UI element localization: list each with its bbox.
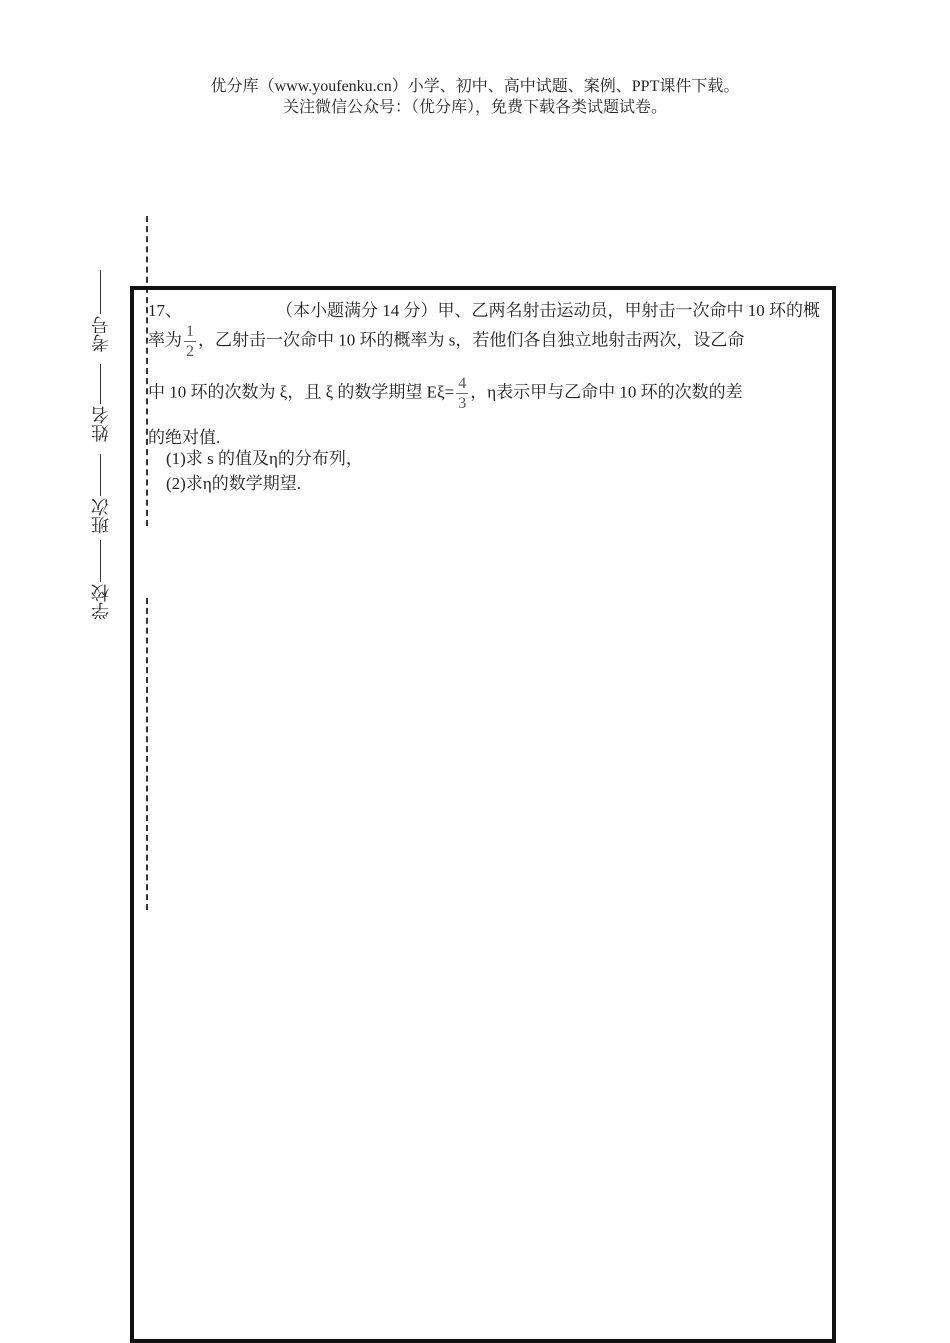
fraction-four-thirds xyxy=(456,374,468,413)
exam-number-label: 考号 xyxy=(91,316,111,352)
question-line-2 xyxy=(148,322,744,361)
sub-question-1: (1)求 s 的值及η的分布列， xyxy=(166,449,363,468)
name-blank[interactable] xyxy=(101,364,102,404)
exam-number-field xyxy=(90,262,112,352)
question-line-3 xyxy=(148,374,743,413)
question-line-4: 的绝对值. xyxy=(148,428,221,447)
question-number: 17、 xyxy=(148,301,182,320)
exam-number-blank[interactable] xyxy=(101,270,102,314)
header xyxy=(0,76,950,118)
question-line-3-suffix: ，η表示甲与乙命中 10 环的次数的差 xyxy=(470,382,743,402)
sub-question-2: (2)求η的数学期望. xyxy=(166,474,301,493)
name-label: 姓名 xyxy=(91,406,111,442)
class-field xyxy=(90,442,112,534)
question-line-2-suffix: ，乙射击一次命中 10 环的概率为 s，若他们各自独立地射击两次，设乙命 xyxy=(198,330,745,350)
school-label: 学校 xyxy=(91,584,111,620)
class-label: 班次 xyxy=(91,498,111,534)
fraction-four-thirds-numerator: 4 xyxy=(458,375,467,392)
question-line-1-text: （本小题满分 14 分）甲、乙两名射击运动员，甲射击一次命中 10 环的概 xyxy=(276,301,820,320)
fraction-four-thirds-denominator: 3 xyxy=(458,395,467,412)
fraction-one-half-denominator: 2 xyxy=(186,343,194,360)
header-line-1: 优分库（www.youfenku.cn）小学、初中、高中试题、案例、PPT课件下载。 xyxy=(210,78,740,95)
fraction-one-half-numerator: 1 xyxy=(186,323,194,340)
question-line-3-prefix: 中 10 环的次数为 ξ，且 ξ 的数学期望 Eξ= xyxy=(148,382,455,402)
school-blank[interactable] xyxy=(101,540,102,582)
school-field xyxy=(90,534,112,620)
name-field xyxy=(90,352,112,442)
question-line-2-prefix: 率为 xyxy=(148,330,182,350)
fraction-one-half xyxy=(184,322,196,361)
header-line-2: 关注微信公众号：（优分库），免费下载各类试题试卷。 xyxy=(282,99,667,116)
class-blank[interactable] xyxy=(101,454,102,496)
question-line-1 xyxy=(148,296,820,321)
